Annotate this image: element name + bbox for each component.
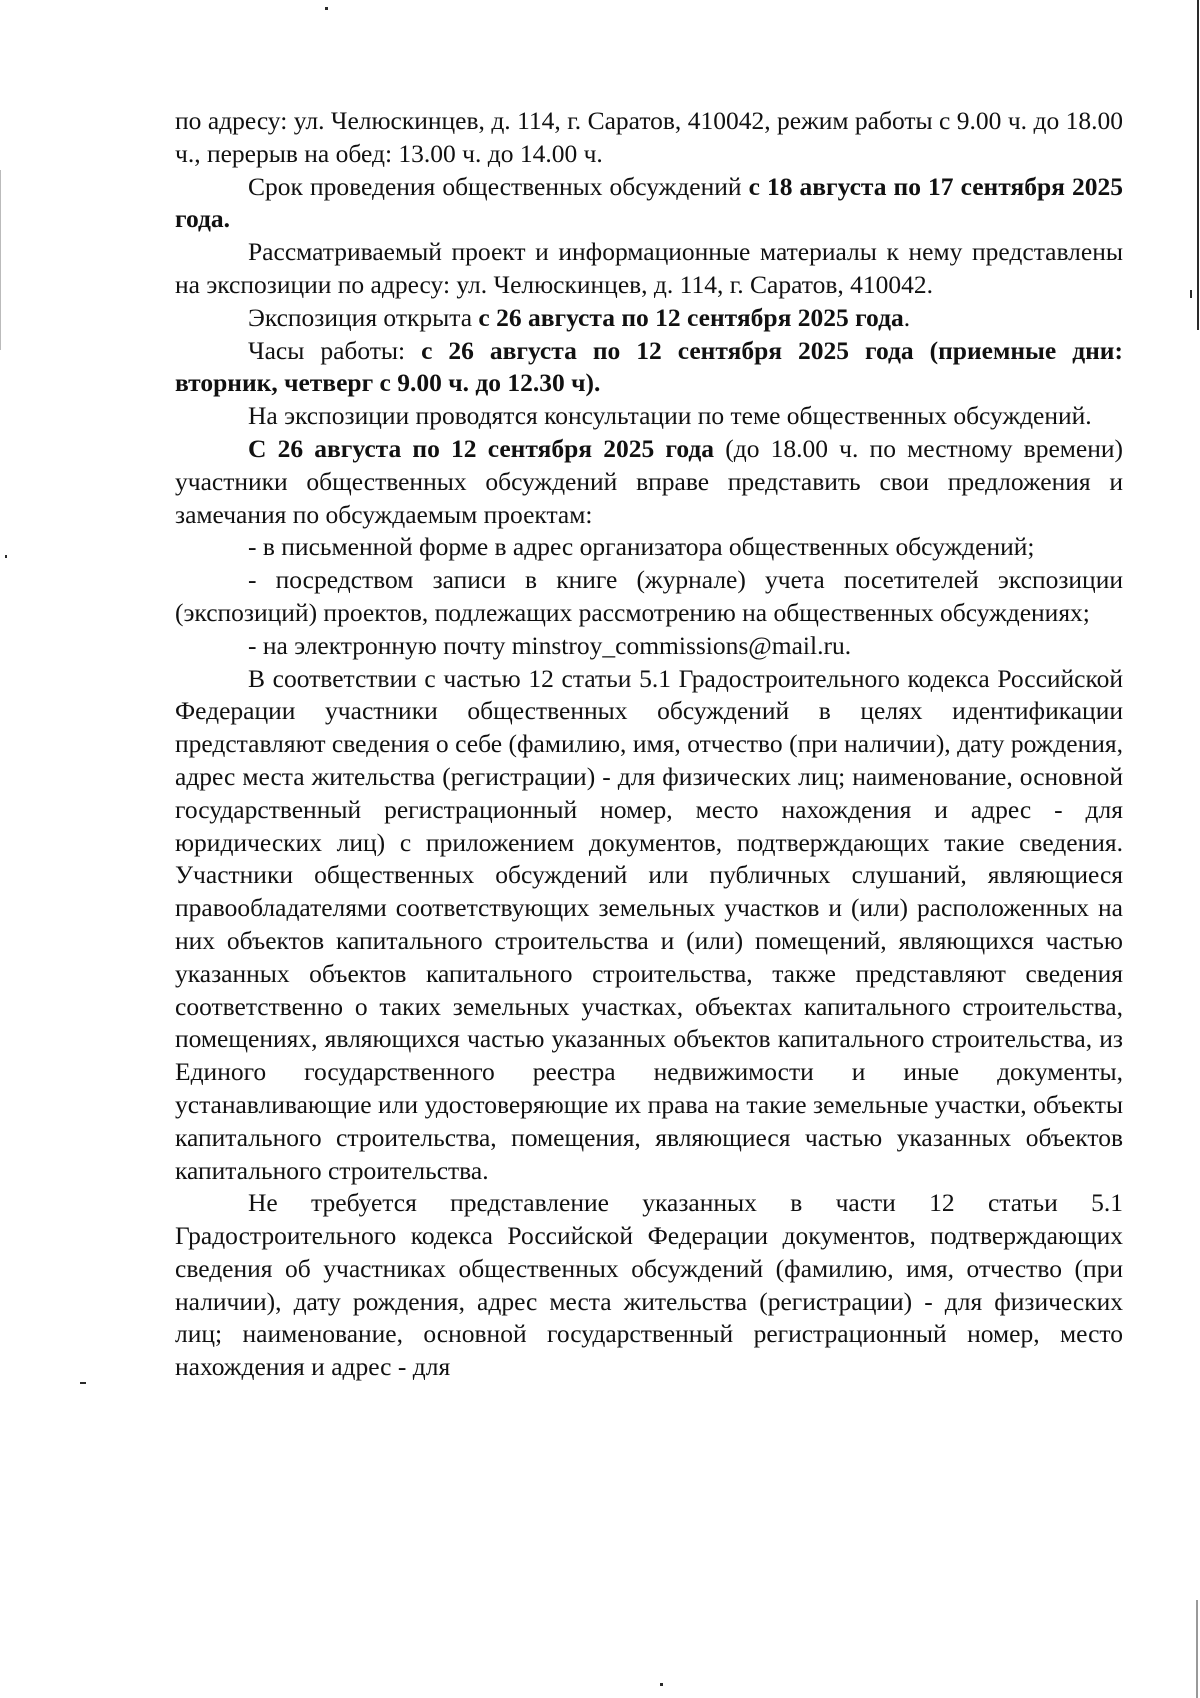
scan-mark-right-tick xyxy=(1190,290,1192,298)
paragraph-discussion-period xyxy=(175,171,1123,237)
scan-mark-right-lower xyxy=(1196,1600,1198,1698)
paragraph-address-continuation: по адресу: ул. Челюскинцев, д. 114, г. Саратов, 410042, режим работы с 9.00 ч. до 18.00 ч., перерыв на обед: 13.00 ч. до 14.00 ч. xyxy=(175,106,1123,168)
paragraph-working-hours xyxy=(175,335,1123,401)
working-hours-value: с 26 августа по 12 сентября 2025 года (приемные дни: вторник, четверг с 9.00 ч. до 12.30 ч). xyxy=(175,335,1123,398)
exposition-open-period: . xyxy=(903,302,911,332)
paragraph-proposals-period xyxy=(175,433,1123,531)
exposition-open-label: Экспозиция открыта xyxy=(248,302,479,332)
discussion-period-label: Срок проведения общественных обсуждений xyxy=(248,171,749,201)
list-item-visitor-book: - посредством записи в книге (журнале) учета посетителей экспозиции (экспозиций) проектов, подлежащих рассмотрению на общественных обсуждениях; xyxy=(175,565,1123,627)
exposition-open-dates: с 26 августа по 12 сентября 2025 года xyxy=(478,302,904,332)
scan-mark-right-edge xyxy=(1197,0,1199,330)
document-page xyxy=(175,105,1123,1384)
scan-mark-top xyxy=(325,7,328,10)
discussion-period-dates: с 18 августа по 17 сентября 2025 года. xyxy=(175,171,1123,234)
scan-mark-left-dash xyxy=(80,1382,86,1384)
paragraph-exposition-open xyxy=(175,302,1123,335)
scan-mark-left-edge xyxy=(0,170,1,350)
list-item-email: - на электронную почту minstroy_commissions@mail.ru. xyxy=(248,630,852,660)
paragraph-consultations: На экспозиции проводятся консультации по теме общественных обсуждений. xyxy=(248,401,1092,431)
proposals-period-dates: С 26 августа по 12 сентября 2025 года xyxy=(248,433,715,463)
scan-mark-bottom xyxy=(660,1683,663,1686)
paragraph-identification-requirements: В соответствии с частью 12 статьи 5.1 Градостроительного кодекса Российской Федерации участники общественных обсуждений в целях идентификации представляют сведения о себе (фамилию, имя, отчество (при наличии), дату рождения, адрес места жительства (регистрации) - для физических лиц; наименование, основной государственный регистрационный номер, место нахождения и адрес - для юридических лиц) с приложением документов, подтверждающих такие сведения. Участники общественных обсуждений или публичных слушаний, являющиеся правообладателями соответствующих земельных участков и (или) расположенных на них объектов капитального строительства и (или) помещений, являющихся частью указанных объектов капитального строительства, также представляют сведения соответственно о таких земельных участках, объектах капитального строительства, помещениях, являющихся частью указанных объектов капитального строительства, из Единого государственного реестра недвижимости и иные документы, устанавливающие или удостоверяющие их права на такие земельные участки, объекты капитального строительства, помещения, являющиеся частью указанных объектов капитального строительства. xyxy=(175,663,1123,1185)
paragraph-not-required: Не требуется представление указанных в части 12 статьи 5.1 Градостроительного кодекса Российской Федерации документов, подтверждающих сведения об участниках общественных обсуждений (фамилию, имя, отчество (при наличии), дату рождения, адрес места жительства (регистрации) - для физических лиц; наименование, основной государственный регистрационный номер, место нахождения и адрес - для xyxy=(175,1188,1123,1382)
proposals-period-text: (до 18.00 ч. по местному времени) участники общественных обсуждений вправе представить свои предложения и замечания по обсуждаемым проектам: xyxy=(175,433,1123,529)
scan-mark-left-tick xyxy=(5,555,7,558)
list-item-written-form: - в письменной форме в адрес организатора общественных обсуждений; xyxy=(248,532,1035,562)
working-hours-label: Часы работы: xyxy=(248,335,422,365)
paragraph-project-materials: Рассматриваемый проект и информационные материалы к нему представлены на экспозиции по адресу: ул. Челюскинцев, д. 114, г. Саратов, 410042. xyxy=(175,237,1123,299)
